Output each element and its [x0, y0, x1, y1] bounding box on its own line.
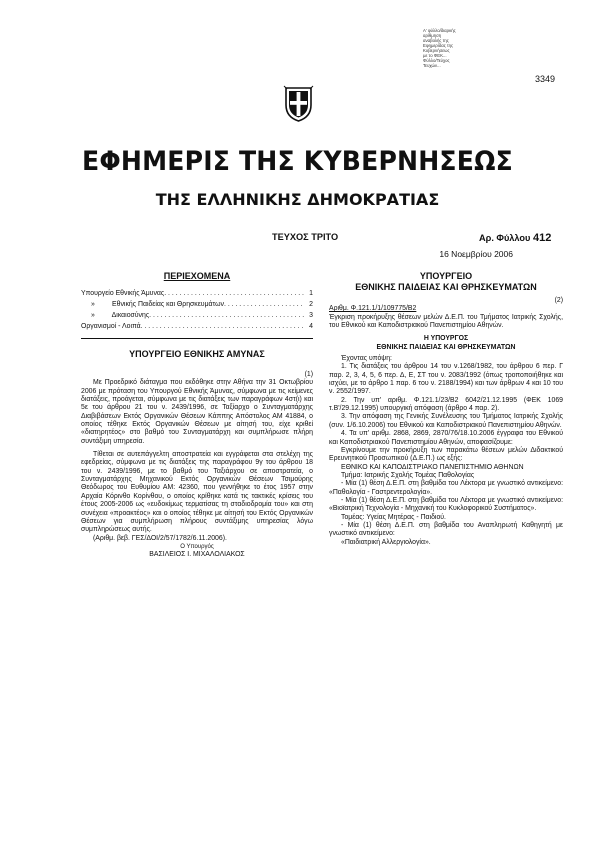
- masthead-title: ΕΦΗΜΕΡΙΣ ΤΗΣ ΚΥΒΕΡΝΗΣΕΩΣ: [82, 146, 513, 177]
- sector: Τομέας: Υγείας Μητέρας - Παιδιού.: [341, 513, 446, 521]
- decision-number: Αριθμ. Φ.121.1/1/109775/Β2: [329, 305, 417, 313]
- decree-reference: (Αριθμ. βεβ. ΓΕΣ/ΔΟΙ/2/57/1782/6.11.2006).: [93, 534, 227, 542]
- toc-item: » Εθνικής Παιδείας και Θρησκευμάτων . . . 2: [81, 299, 313, 310]
- consideration-3: 3. Την απόφαση της Γενικής Συνέλευσης του Τμήματος Ιατρικής Σχολής (συν. 1/6.10.2006) του Εθνικού και Καποδιστριακού Πανεπιστημίου Αθηνών.: [329, 413, 563, 429]
- right-column: [329, 271, 563, 547]
- university-name: ΕΘΝΙΚΟ ΚΑΙ ΚΑΠΟΔΙΣΤΡΙΑΚΟ ΠΑΝΕΠΙΣΤΗΜΙΟ ΑΘΗΝΩΝ: [341, 463, 524, 471]
- page-number: 3349: [534, 74, 555, 84]
- consideration-1: 1. Τις διατάξεις του άρθρου 14 του ν.1268/1982, του άρθρου 6 περ. Γ παρ. 2, 3, 4, 5, 6 περ. Δ, Ε, ΣΤ του ν. 2083/1992 (όπως τροποποιήθηκε και ισχύει, με το άρθρο 1 παρ. 6 του ν. 2188/1994) και των άρθρων 4 και 10 του ν. 2552/1997.: [329, 363, 563, 396]
- having-regard: Έχοντας υπόψη:: [341, 355, 392, 363]
- authority-ministry: ΕΘΝΙΚΗΣ ΠΑΙΔΕΙΑΣ ΚΑΙ ΘΡΗΣΚΕΥΜΑΤΩΝ: [376, 343, 516, 351]
- toc-list: [81, 288, 313, 332]
- toc-item: Οργανισμοί - Λοιπά . . . 4: [81, 321, 313, 332]
- signoff-name: ΒΑΣΙΛΕΙΟΣ Ι. ΜΙΧΑΛΟΛΙΑΚΟΣ: [149, 551, 245, 559]
- item-number: (1): [304, 371, 313, 378]
- position-1: - Μία (1) θέση Δ.Ε.Π. στη βαθμίδα του Λέκτορα με γνωστικό αντικείμενο: «Παθολογία - Γαστρεντερολογία».: [329, 480, 563, 496]
- issue-sheet-label: Αρ. Φύλλου: [479, 233, 531, 243]
- position-3: - Μία (1) θέση Δ.Ε.Π. στη βαθμίδα του Αναπληρωτή Καθηγητή με γνωστικό αντικείμενο:: [329, 521, 563, 538]
- decision-subject: Έγκριση προκήρυξης θέσεων μελών Δ.Ε.Π. του Τμήματος Ιατρικής Σχολής, του Εθνικού και Καποδιστριακού Πανεπιστημίου Αθηνών.: [329, 313, 563, 330]
- item-number: (2): [554, 297, 563, 304]
- decree-paragraph-1: Με Προεδρικό διάταγμα που εκδόθηκε στην Αθήνα την 31 Οκτωβρίου 2006 με πρόταση του Υπουργού Εθνικής Άμυνας, σύμφωνα με τις κείμενες διατάξεις, προάγεται, σύμφωνα με τις διατάξεις των παραγράφων 4στ(ι) και 5ε του άρθρου 21 του ν. 2439/1996, σε Ταξίαρχο ο Συνταγματάρχης Διαβιβάσεων Εκτός Οργανικών Θέσεων Κάππης Απόστολος ΑΜ 41884, ο οποίος τέθηκε Εκτός Οργανικών Θέσεων με αίτησή του, είχε κριθεί «διατηρητέος» στο βαθμό του Συνταγματάρχη και συμπλήρωσε πλήρη συντάξιμη υπηρεσία.: [81, 379, 313, 445]
- left-column: [81, 271, 313, 560]
- masthead-subtitle: ΤΗΣ ΕΛΛΗΝΙΚΗΣ ΔΗΜΟΚΡΑΤΙΑΣ: [155, 190, 440, 209]
- ministry-defense-heading: ΥΠΟΥΡΓΕΙΟ ΕΘΝΙΚΗΣ ΑΜΥΝΑΣ: [129, 348, 265, 359]
- coat-of-arms-emblem: [283, 85, 314, 122]
- department: Τμήμα: Ιατρικής Σχολής Τομέας Παθολογίας: [341, 471, 475, 479]
- consideration-4: 4. Τα υπ' αριθμ. 2868, 2869, 2870/76/18.10.2006 έγγραφα του Εθνικού και Καποδιστριακού Πανεπιστημίου Αθηνών, αποφασίζουμε:: [329, 430, 563, 446]
- position-3-subject: «Παιδιατρική Αλλεργιολογία».: [341, 538, 431, 546]
- ministry-education-heading: ΥΠΟΥΡΓΕΙΟ ΕΘΝΙΚΗΣ ΠΑΙΔΕΙΑΣ ΚΑΙ ΘΡΗΣΚΕΥΜΑΤΩΝ: [355, 271, 537, 292]
- side-note: Α' φύλλο/διαρκής αρίθμηση αναβολής της Εφημερίδας της Κυβερνήσεως με το ΦΕΚ... Φύλλο/Τεύχος Τευχών...: [423, 28, 456, 68]
- issue-part: ΤΕΥΧΟΣ ΤΡΙΤΟ: [272, 232, 339, 242]
- issue-date: 16 Νοεμβρίου 2006: [439, 249, 513, 259]
- toc-heading: ΠΕΡΙΕΧΟΜΕΝΑ: [163, 271, 231, 281]
- issue-sheet: [479, 232, 551, 244]
- position-2: - Μία (1) θέση Δ.Ε.Π. στη βαθμίδα του Λέκτορα με γνωστικό αντικείμενο: «Βιοϊατρική Τεχνολογία - Μηχανική του Κυκλοφορικού Συστήματος».: [329, 496, 563, 513]
- divider: [81, 338, 313, 339]
- decree-paragraph-2: Τίθεται σε αυτεπάγγελτη αποστρατεία και εγγράφεται στα στελέχη της εφεδρείας, σύμφωνα με τις διατάξεις της παραγράφου 9γ του άρθρου 18 του ν. 2439/1996, με το βαθμό του Ταξιάρχου σε αποστρατεία, ο Συνταγματάρχης Μηχανικού Εκτός Οργανικών Θέσεων Τσιμούρης Θεόδωρος του Ευθυμίου ΑΜ: 42360, που γεννήθηκε το έτος 1957 στην Αρχαία Κόρινθο Κορίνθου, ο οποίος κρίθηκε κατά τις τακτικές κρίσεις του έτους 2005-2006 ως «ευδοκίμως τερματίσας τη σταδιοδρομία του» και στη συνέχεια «προακτέος» και ο οποίος τέθηκε με αίτησή του Εκτός Οργανικών Θέσεων για συμπλήρωση πλήρους συντάξιμης υπηρεσίας λόγω συμπληρώσεως αυτής.: [81, 451, 313, 534]
- toc-item: Υπουργείο Εθνικής Άμυνας . . . 1: [81, 288, 313, 299]
- authority-title: Η ΥΠΟΥΡΓΟΣ: [423, 335, 469, 343]
- consideration-2: 2. Την υπ' αριθμ. Φ.121.1/23/Β2 6042/21.12.1995 (ΦΕΚ 1069 τ.Β'/29.12.1995) υπουργική απόφαση (άρθρο 4 παρ. 2).: [329, 396, 563, 413]
- toc-item: » Δικαιοσύνης . . . 3: [81, 310, 313, 321]
- signoff-title: Ο Υπουργός: [180, 543, 214, 550]
- approval-text: Εγκρίνουμε την προκήρυξη των παρακάτω θέσεων μελών Διδακτικού Ερευνητικού Προσωπικού (Δ.Ε.Π.) ως εξής:: [329, 446, 563, 463]
- issue-sheet-number: 412: [532, 232, 552, 244]
